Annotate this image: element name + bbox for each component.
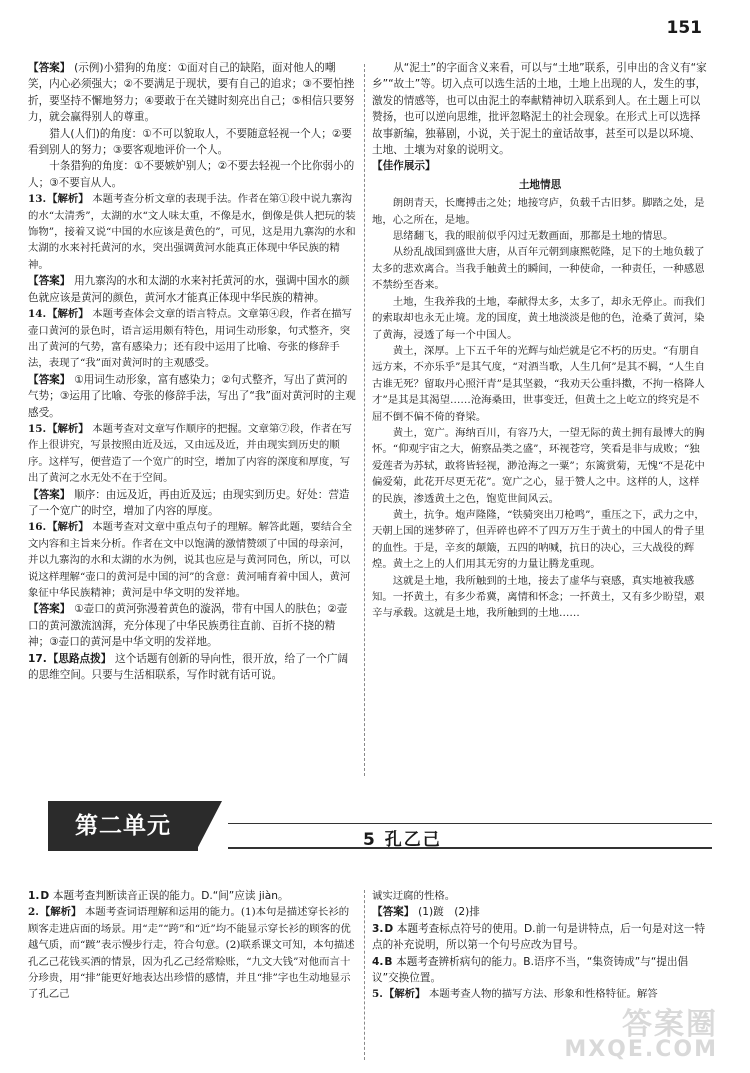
item-text: 诚实迂腐的性格。 (372, 890, 456, 902)
left-column (28, 60, 356, 683)
lesson-answer-item (28, 904, 356, 1002)
answer-item (28, 487, 356, 520)
essay-paragraph: 黄土，抗争。炮声隆隆，“铁骑突出刀枪鸣”，重压之下，武力之中，天朝上国的迷梦碎了，但弄碎也碎不了四万万生于黄土的中国人的骨子里的血性。于是，辛亥的颠簸，五四的呐喊，抗日的决心，三大战役的辉煌。黄土之上的人们用其无穷的力量让腾龙重现。 (372, 508, 705, 571)
answer-item (28, 273, 356, 306)
question-number: 15. (28, 422, 47, 435)
site-watermark (564, 997, 738, 1067)
answer-item (28, 519, 356, 601)
header-rule-bottom (228, 847, 712, 849)
bottom-column-divider (364, 890, 365, 1060)
answer-tag: 【解析】 (383, 988, 430, 1001)
question-number: 5. (372, 988, 383, 1001)
item-text: 本题考查人物的描写方法、形象和性格特征。解答 (429, 988, 658, 1001)
question-number: 14. (28, 308, 47, 321)
answer-tag: 【答案】 (372, 906, 419, 919)
item-text: 顺序：由远及近，再由近及远；由现实到历史。好处：营造了一个宽广的时空，增加了内容的厚度。 (28, 488, 350, 517)
unit-label-slant (196, 801, 222, 851)
page-number: 151 (666, 18, 702, 38)
lesson-answer-item (372, 921, 708, 954)
answer-item (28, 126, 356, 159)
answer-item (28, 372, 356, 421)
answer-tag: 【解析】 (47, 308, 93, 321)
lesson-answer-item (372, 888, 708, 904)
answer-item (28, 158, 356, 191)
item-text: 本题考查标点符号的使用。D.前一句是讲特点，后一句是对这一特点的补充说明，所以第一个句号应改为冒号。 (372, 922, 706, 952)
right-column (372, 60, 708, 622)
answer-tag: 【答案】 (28, 62, 75, 74)
item-text: 猎人(人们)的角度：①不可以貌取人，不要随意轻视一个人；②要看到别人的努力；③要客观地评价一个人。 (28, 127, 352, 157)
question-number: 2. (28, 906, 39, 919)
item-text: ①壶口的黄河弥漫着黄色的漩涡，带有中国人的肤色；②壶口的黄河激流汹湃，充分体现了中华民族勇往直前、百折不挠的精神；③壶口的黄河是中华文明的发祥地。 (28, 603, 348, 649)
answer-tag: 【思路点拨】 (47, 652, 116, 665)
answer-item (28, 60, 356, 126)
item-text: 本题考查体会文章的语言特点。文章第④段，作者在描写壶口黄河的景色时，语言运用颇有特色，用词生动形象，句式整齐，突出了黄河的气势，富有感染力；还有段中运用了比喻、夸张的修辞手法，表现了“我”面对黄河时的主观感受。 (28, 308, 353, 370)
question-number: 13. (28, 193, 47, 206)
writing-guidance: 从“泥土”的字面含义来看，可以与“土地”联系，引申出的含义有“家乡”“故土”等。切入点可以选生活的土地，土地上出现的人，发生的事，激发的情感等，也可以由泥土的奉献精神切入联系到人。在土题上可以赞扬，也可以逆向思维，批评忽略泥土的社会现象。在形式上可以选择故事新编，独幕剧，小说，关于泥土的童话故事，甚至可以是以环境、土地、土壤为对象的说明文。 (372, 62, 707, 157)
question-number: 1. (28, 890, 40, 902)
watermark-url: MXQE.COM (564, 1037, 718, 1062)
item-text: 本题考查辨析病句的能力。B.语序不当，“集资铸成”与“提出倡议”交换位置。 (372, 955, 689, 985)
lesson-answer-item (372, 904, 708, 920)
essay-body (372, 195, 708, 622)
answer-item (28, 306, 356, 372)
answer-tag: B (384, 955, 397, 968)
essay-paragraph: 土地，生我养我的土地，奉献得太多，太多了，却永无停止。而我们的索取却也永无止境。龙的国度，黄土地淡淡是他的色，沧桑了黄河，染了黄海，浸透了每一个中国人。 (372, 295, 705, 341)
item-text: 用九寨沟的水和太湖的水来衬托黄河的水，强调中国水的颜色就应该是黄河的颜色，黄河水才能真正体现中华民族的精神。 (28, 275, 350, 304)
answer-item (28, 651, 356, 684)
answer-tag: 【答案】 (28, 275, 75, 288)
essay-paragraph: 黄土，宽广。海纳百川，有容乃大，一望无际的黄土拥有最博大的胸怀。“仰观宇宙之大，俯察品类之盛”，环视苍穹，笑看是非与成败；“独爱莲者为苏轼，敢将皆轻视，渺沧海之一粟”；东篱赏菊，无愧“不是花中偏爱菊，此花开尽更无花”。宽广之心，显于赞人之中。这样的人，这样的民族，渗透黄土之色，饱览世间风云。 (372, 426, 705, 505)
answer-item (28, 191, 356, 273)
item-text: 十条猎狗的角度：①不要嫉妒别人；②不要去轻视一个比你弱小的人；③不要盲从人。 (28, 160, 355, 189)
answer-tag: D (40, 890, 53, 902)
unit-label: 第二单元 (48, 801, 198, 851)
lesson-answer-item (28, 888, 356, 904)
item-text: 本题考查词语理解和运用的能力。(1)本句是描述穿长衫的顾客走进店面的场景。用“走”“跨”和“近”均不能显示穿长衫的顾客的优越气质，而“踱”表示慢步行走，符合句意。(2)联系课文可知，本句描述孔乙己花钱买酒的情景，因为孔乙己经常赊账，“九文大钱”对他而言十分珍贵，用“排”能更好地表达出珍惜的感情，并且“排”字也生动地显示了孔乙己 (28, 906, 355, 1001)
essay-paragraph: 思绪翻飞，我的眼前似乎闪过无数画面，那都是土地的情思。 (392, 230, 674, 243)
answer-item (28, 421, 356, 487)
answer-tag: D (384, 922, 397, 935)
lesson-answers-left (28, 888, 356, 1003)
essay-paragraph: 从纷乱战国到盛世大唐，从百年元朝到康熙乾隆，足下的土地负载了太多的悲欢离合。当我手触黄土的瞬间，一种使命，一种责任，一种感恩不禁纷至沓来。 (372, 246, 705, 292)
showcase-heading: 【佳作展示】 (372, 160, 436, 173)
item-text: 本题考查对文章中重点句子的理解。解答此题，要结合全文内容和主旨来分析。作者在文中以饱满的激情赞颂了中国的母亲河，并以九寨沟的水和太湖的水为例，说其也应是与黄河同色，所以，可以说这样理解“壶口的黄河是中国的河”的含意：黄河哺育着中国人，黄河象征中华民族精神；黄河是中华文明的发祥地。 (28, 521, 353, 599)
column-divider (364, 64, 365, 776)
item-text: 本题考查判断读音正误的能力。D.“间”应读 jiàn。 (52, 890, 289, 902)
lesson-answers-right (372, 888, 708, 1003)
watermark-logo-text: 答案圈 (622, 1007, 718, 1042)
question-number: 16. (28, 521, 47, 534)
lesson-answer-item (372, 954, 708, 987)
item-text: ①用词生动形象，富有感染力；②句式整齐，写出了黄河的气势；③运用了比喻、夸张的修辞手法，写出了“我”面对黄河时的主观感受。 (28, 373, 356, 419)
essay-paragraph: 黄土，深厚。上下五千年的光辉与灿烂就是它不朽的历史。“有朋自远方来，不亦乐乎”是其气度，“对酒当歌，人生几何”是其不羁，“人生自古谁无死？留取丹心照汗青”是其坚毅，“我劝天公重抖擞，不拘一格降人才”是其是其渴望……沧海桑田，世事变迁，但黄土之上屹立的终究是不屈不倒不偏不倚的脊梁。 (372, 344, 705, 423)
answer-tag: 【解析】 (47, 521, 93, 534)
essay-title: 土地情思 (518, 178, 562, 191)
answer-tag: 【答案】 (28, 603, 75, 616)
item-text: (1)踱 (2)排 (418, 906, 480, 919)
answer-tag: 【答案】 (28, 373, 75, 386)
answer-tag: 【解析】 (47, 422, 93, 435)
item-text: (示例)小猎狗的角度：①面对自己的缺陷，面对他人的嘲笑，内心必须强大；②不要满足于现状，要有自己的追求；③不要怕挫折，要坚持不懈地努力；④要敢于在关键时刻亮出自己；⑤相信只要努力，就会赢得别人的尊重。 (28, 62, 355, 124)
unit-header (48, 801, 712, 851)
question-number: 3. (372, 922, 384, 935)
answer-tag: 【答案】 (28, 488, 75, 501)
answer-tag: 【解析】 (39, 906, 86, 919)
item-text: 这个话题有创新的导向性，很开放，给了一个广阔的思维空间。只要与生活相联系，写作时就有话可说。 (28, 652, 349, 682)
item-text: 本题考查分析文章的表现手法。作者在第①段中说九寨沟的水“太清秀”，太湖的水“文人味太重，不像是水，倒像是供人把玩的装饰物”，接着又说“中国的水应该是黄色的”，可见，这是用九寨沟的水和太湖的水来衬托黄河的水，突出强调黄河水能真正体现中华民族的精神。 (28, 193, 356, 271)
answer-tag: 【解析】 (47, 193, 93, 206)
lesson-title: 5 孔乙己 (363, 830, 442, 850)
question-number: 17. (28, 652, 47, 665)
question-number: 4. (372, 955, 384, 968)
answer-item (28, 601, 356, 650)
header-rule-top (228, 823, 712, 824)
essay-paragraph: 这就是土地，我所触到的土地，接去了虚华与衰感，真实地被我感知。一抔黄土，有多少希冀，离情和怀念；一抔黄土，又有多少盼望，艰辛与承载。这就是土地，我所触到的土地…… (372, 574, 705, 620)
item-text: 本题考查对文章写作顺序的把握。文章第⑦段，作者在写作上很讲究，写景按照由近及远，又由远及近，并由现实到历史的顺序。这样写，便营造了一个宽广的时空，增加了内容的深度和厚度，写出了黄河之水无处不在于空间。 (28, 422, 353, 485)
essay-paragraph: 朗朗青天，长鹰搏击之处；地接穹庐，负载千古旧梦。脚踏之处，是地，心之所在，是地。 (372, 197, 705, 226)
